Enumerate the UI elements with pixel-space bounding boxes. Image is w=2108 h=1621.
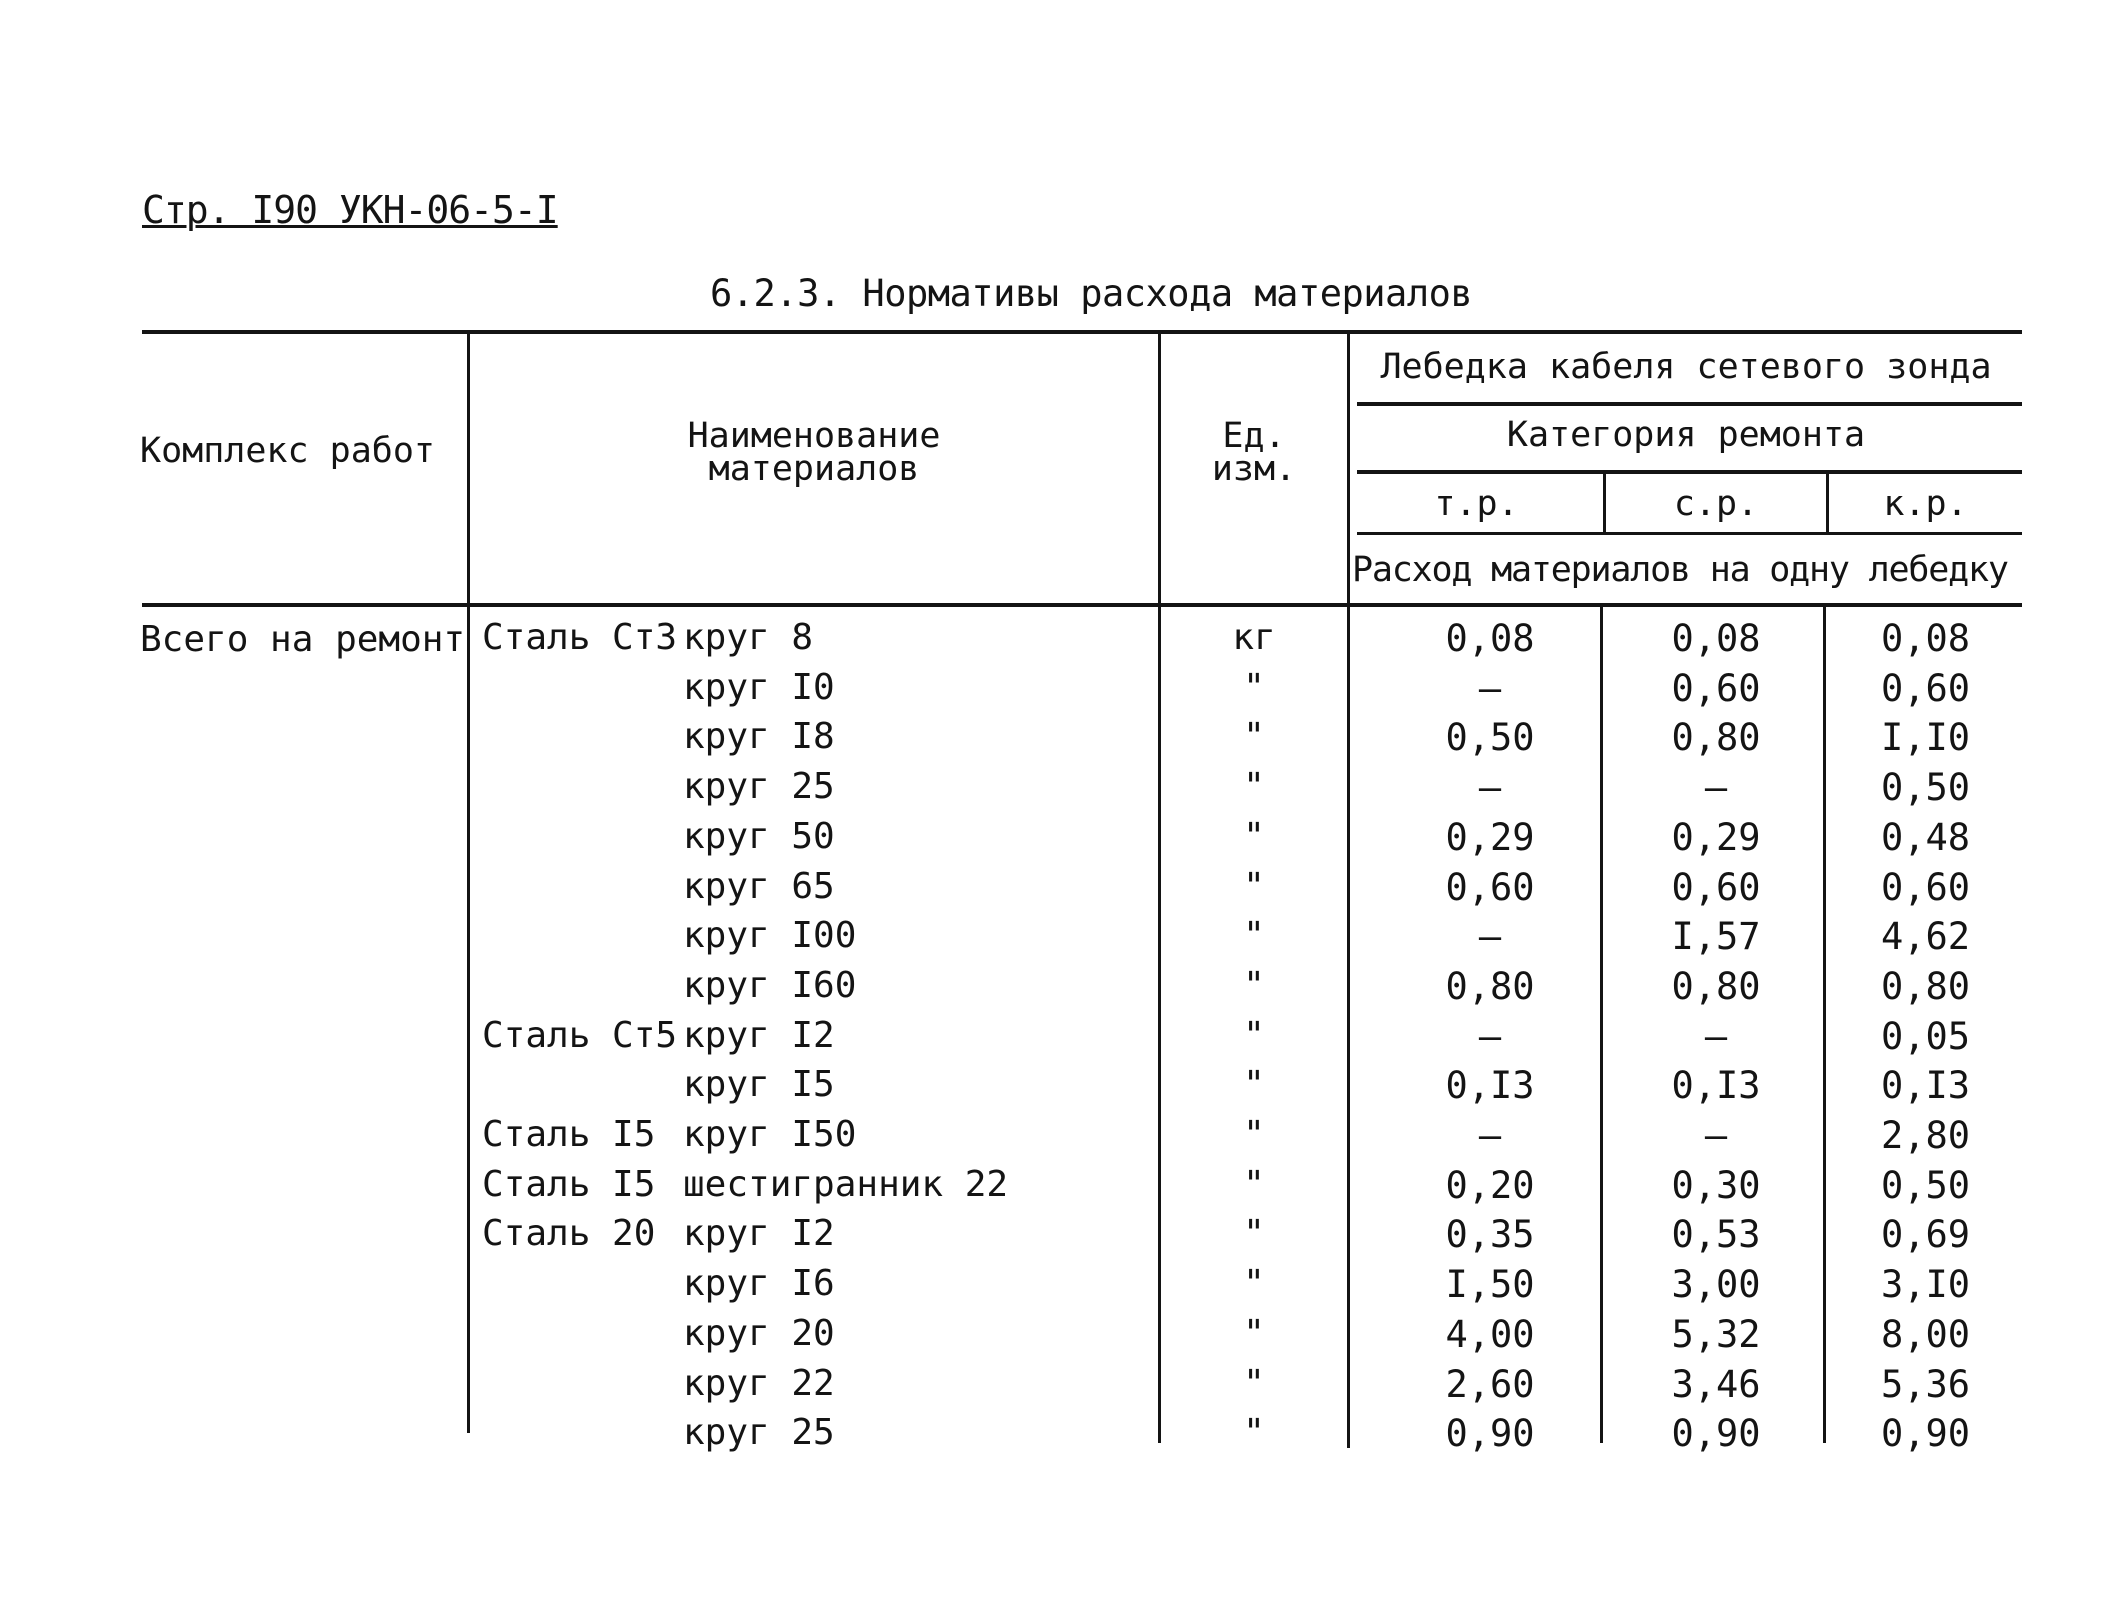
page-reference: Стр. I90 УКН-06-5-I (142, 188, 558, 232)
cell-sr: 0,08 (1671, 617, 1761, 660)
header-unit (1161, 416, 1347, 490)
header-bottom-rule (142, 603, 2022, 607)
cell-profile: круг 50 (683, 816, 835, 857)
cell-unit: " (1243, 1313, 1265, 1354)
cell-sr: I,57 (1671, 915, 1761, 958)
complex-value: Всего на ремонт (140, 619, 466, 660)
cell-unit: " (1243, 667, 1265, 708)
cell-kr: 0,90 (1880, 1412, 1971, 1455)
cell-sr: 0,29 (1671, 816, 1761, 859)
cell-profile: круг I60 (683, 965, 857, 1006)
cell-tr: – (1478, 1015, 1502, 1058)
cell-unit: кг (1232, 617, 1276, 658)
cell-profile: круг 65 (683, 866, 835, 907)
cell-steel: Сталь 20 (482, 1213, 656, 1254)
cell-sr: 5,32 (1671, 1313, 1761, 1356)
cell-sr: – (1704, 1015, 1728, 1058)
cell-profile: круг 8 (683, 617, 814, 658)
cell-unit: " (1243, 866, 1265, 907)
cell-sr: 3,00 (1671, 1263, 1761, 1306)
cell-kr: 0,60 (1880, 667, 1971, 710)
cell-kr: 2,80 (1880, 1114, 1971, 1157)
cell-unit: " (1243, 716, 1265, 757)
cell-profile: круг I8 (683, 716, 835, 757)
header-winch-group: Лебедка кабеля сетевого зонда (1380, 347, 1992, 387)
cell-kr: 0,60 (1880, 866, 1971, 909)
cell-tr: I,50 (1445, 1263, 1535, 1306)
cell-kr: 5,36 (1880, 1363, 1971, 1406)
cell-unit: " (1243, 1263, 1265, 1304)
cell-tr: – (1478, 915, 1502, 958)
cell-profile: круг 25 (683, 1412, 835, 1453)
cell-profile: шестигранник 22 (683, 1164, 1009, 1205)
cell-kr: 0,48 (1880, 816, 1971, 859)
cell-sr: 0,80 (1671, 716, 1761, 759)
cell-profile: круг I5 (683, 1064, 835, 1105)
cell-unit: " (1243, 1064, 1265, 1105)
category-rule (1357, 470, 2022, 474)
cell-sr: – (1704, 766, 1728, 809)
cell-unit: " (1243, 1164, 1265, 1205)
cell-steel: Сталь I5 (482, 1114, 656, 1155)
group-rule (1357, 402, 2022, 406)
cell-profile: круг 20 (683, 1313, 835, 1354)
cell-sr: 0,I3 (1671, 1064, 1761, 1107)
cell-kr: 0,50 (1880, 766, 1971, 809)
cell-profile: круг 25 (683, 766, 835, 807)
cell-tr: – (1478, 667, 1502, 710)
cell-kr: 0,50 (1880, 1164, 1971, 1207)
table-top-rule (142, 330, 2022, 334)
cell-profile: круг I6 (683, 1263, 835, 1304)
cell-sr: 0,60 (1671, 667, 1761, 710)
header-consumption: Расход материалов на одну лебедку (1352, 550, 2008, 590)
cell-kr: 4,62 (1880, 915, 1971, 958)
header-complex: Комплекс работ (140, 431, 436, 471)
cell-tr: 0,20 (1445, 1164, 1535, 1207)
cell-sr: 0,53 (1671, 1213, 1761, 1256)
cell-sr: 0,60 (1671, 866, 1761, 909)
cell-kr: 3,I0 (1880, 1263, 1971, 1306)
cell-kr: 8,00 (1880, 1313, 1971, 1356)
cell-sr: 0,30 (1671, 1164, 1761, 1207)
cell-unit: " (1243, 1213, 1265, 1254)
cell-kr: 0,I3 (1880, 1064, 1971, 1107)
cell-unit: " (1243, 1363, 1265, 1404)
header-material-name (470, 416, 1158, 490)
cell-unit: " (1243, 965, 1265, 1006)
header-repair-category: Категория ремонта (1506, 415, 1866, 455)
header-col-kr: к.р. (1883, 484, 1968, 524)
cell-tr: 0,I3 (1445, 1064, 1535, 1107)
cell-unit: " (1243, 1114, 1265, 1155)
header-material-name-line2: материалов (708, 449, 920, 490)
table-title: 6.2.3. Нормативы расхода материалов (710, 272, 1473, 315)
cell-kr: 0,05 (1880, 1015, 1971, 1058)
cell-tr: 0,50 (1445, 716, 1535, 759)
cell-unit: " (1243, 816, 1265, 857)
cell-profile: круг I2 (683, 1213, 835, 1254)
header-col-tr: т.р. (1434, 484, 1519, 524)
cell-tr: 2,60 (1445, 1363, 1535, 1406)
cell-unit: " (1243, 766, 1265, 807)
cell-sr: 3,46 (1671, 1363, 1761, 1406)
cell-profile: круг I00 (683, 915, 857, 956)
cell-profile: круг I50 (683, 1114, 857, 1155)
cell-unit: " (1243, 915, 1265, 956)
cell-sr: – (1704, 1114, 1728, 1157)
cell-kr: 0,69 (1880, 1213, 1971, 1256)
cell-unit: " (1243, 1015, 1265, 1056)
cell-profile: круг I0 (683, 667, 835, 708)
cell-kr: 0,08 (1880, 617, 1971, 660)
col-divider-complex (467, 333, 470, 1433)
cell-sr: 0,80 (1671, 965, 1761, 1008)
cell-tr: 0,60 (1445, 866, 1535, 909)
cell-kr: 0,80 (1880, 965, 1971, 1008)
cell-steel: Сталь I5 (482, 1164, 656, 1205)
cell-tr: 0,80 (1445, 965, 1535, 1008)
cell-unit: " (1243, 1412, 1265, 1453)
cell-profile: круг 22 (683, 1363, 835, 1404)
cell-tr: – (1478, 766, 1502, 809)
cell-tr: 0,08 (1445, 617, 1535, 660)
cell-tr: – (1478, 1114, 1502, 1157)
cell-sr: 0,90 (1671, 1412, 1761, 1455)
cell-tr: 0,35 (1445, 1213, 1535, 1256)
cell-tr: 0,90 (1445, 1412, 1535, 1455)
cell-profile: круг I2 (683, 1015, 835, 1056)
cell-tr: 0,29 (1445, 816, 1535, 859)
cell-steel: Сталь Ст5 (482, 1015, 678, 1056)
col-divider-tr-body (1600, 606, 1603, 1443)
header-col-sr: с.р. (1673, 484, 1759, 524)
header-material-name-line1: Наименование (687, 416, 941, 456)
subcol-rule (1357, 532, 2022, 535)
cell-steel: Сталь Ст3 (482, 617, 678, 658)
cell-tr: 4,00 (1445, 1313, 1535, 1356)
cell-kr: I,I0 (1880, 716, 1971, 759)
header-unit-line2: изм. (1211, 449, 1297, 490)
header-unit-line1: Ед. (1222, 416, 1286, 456)
